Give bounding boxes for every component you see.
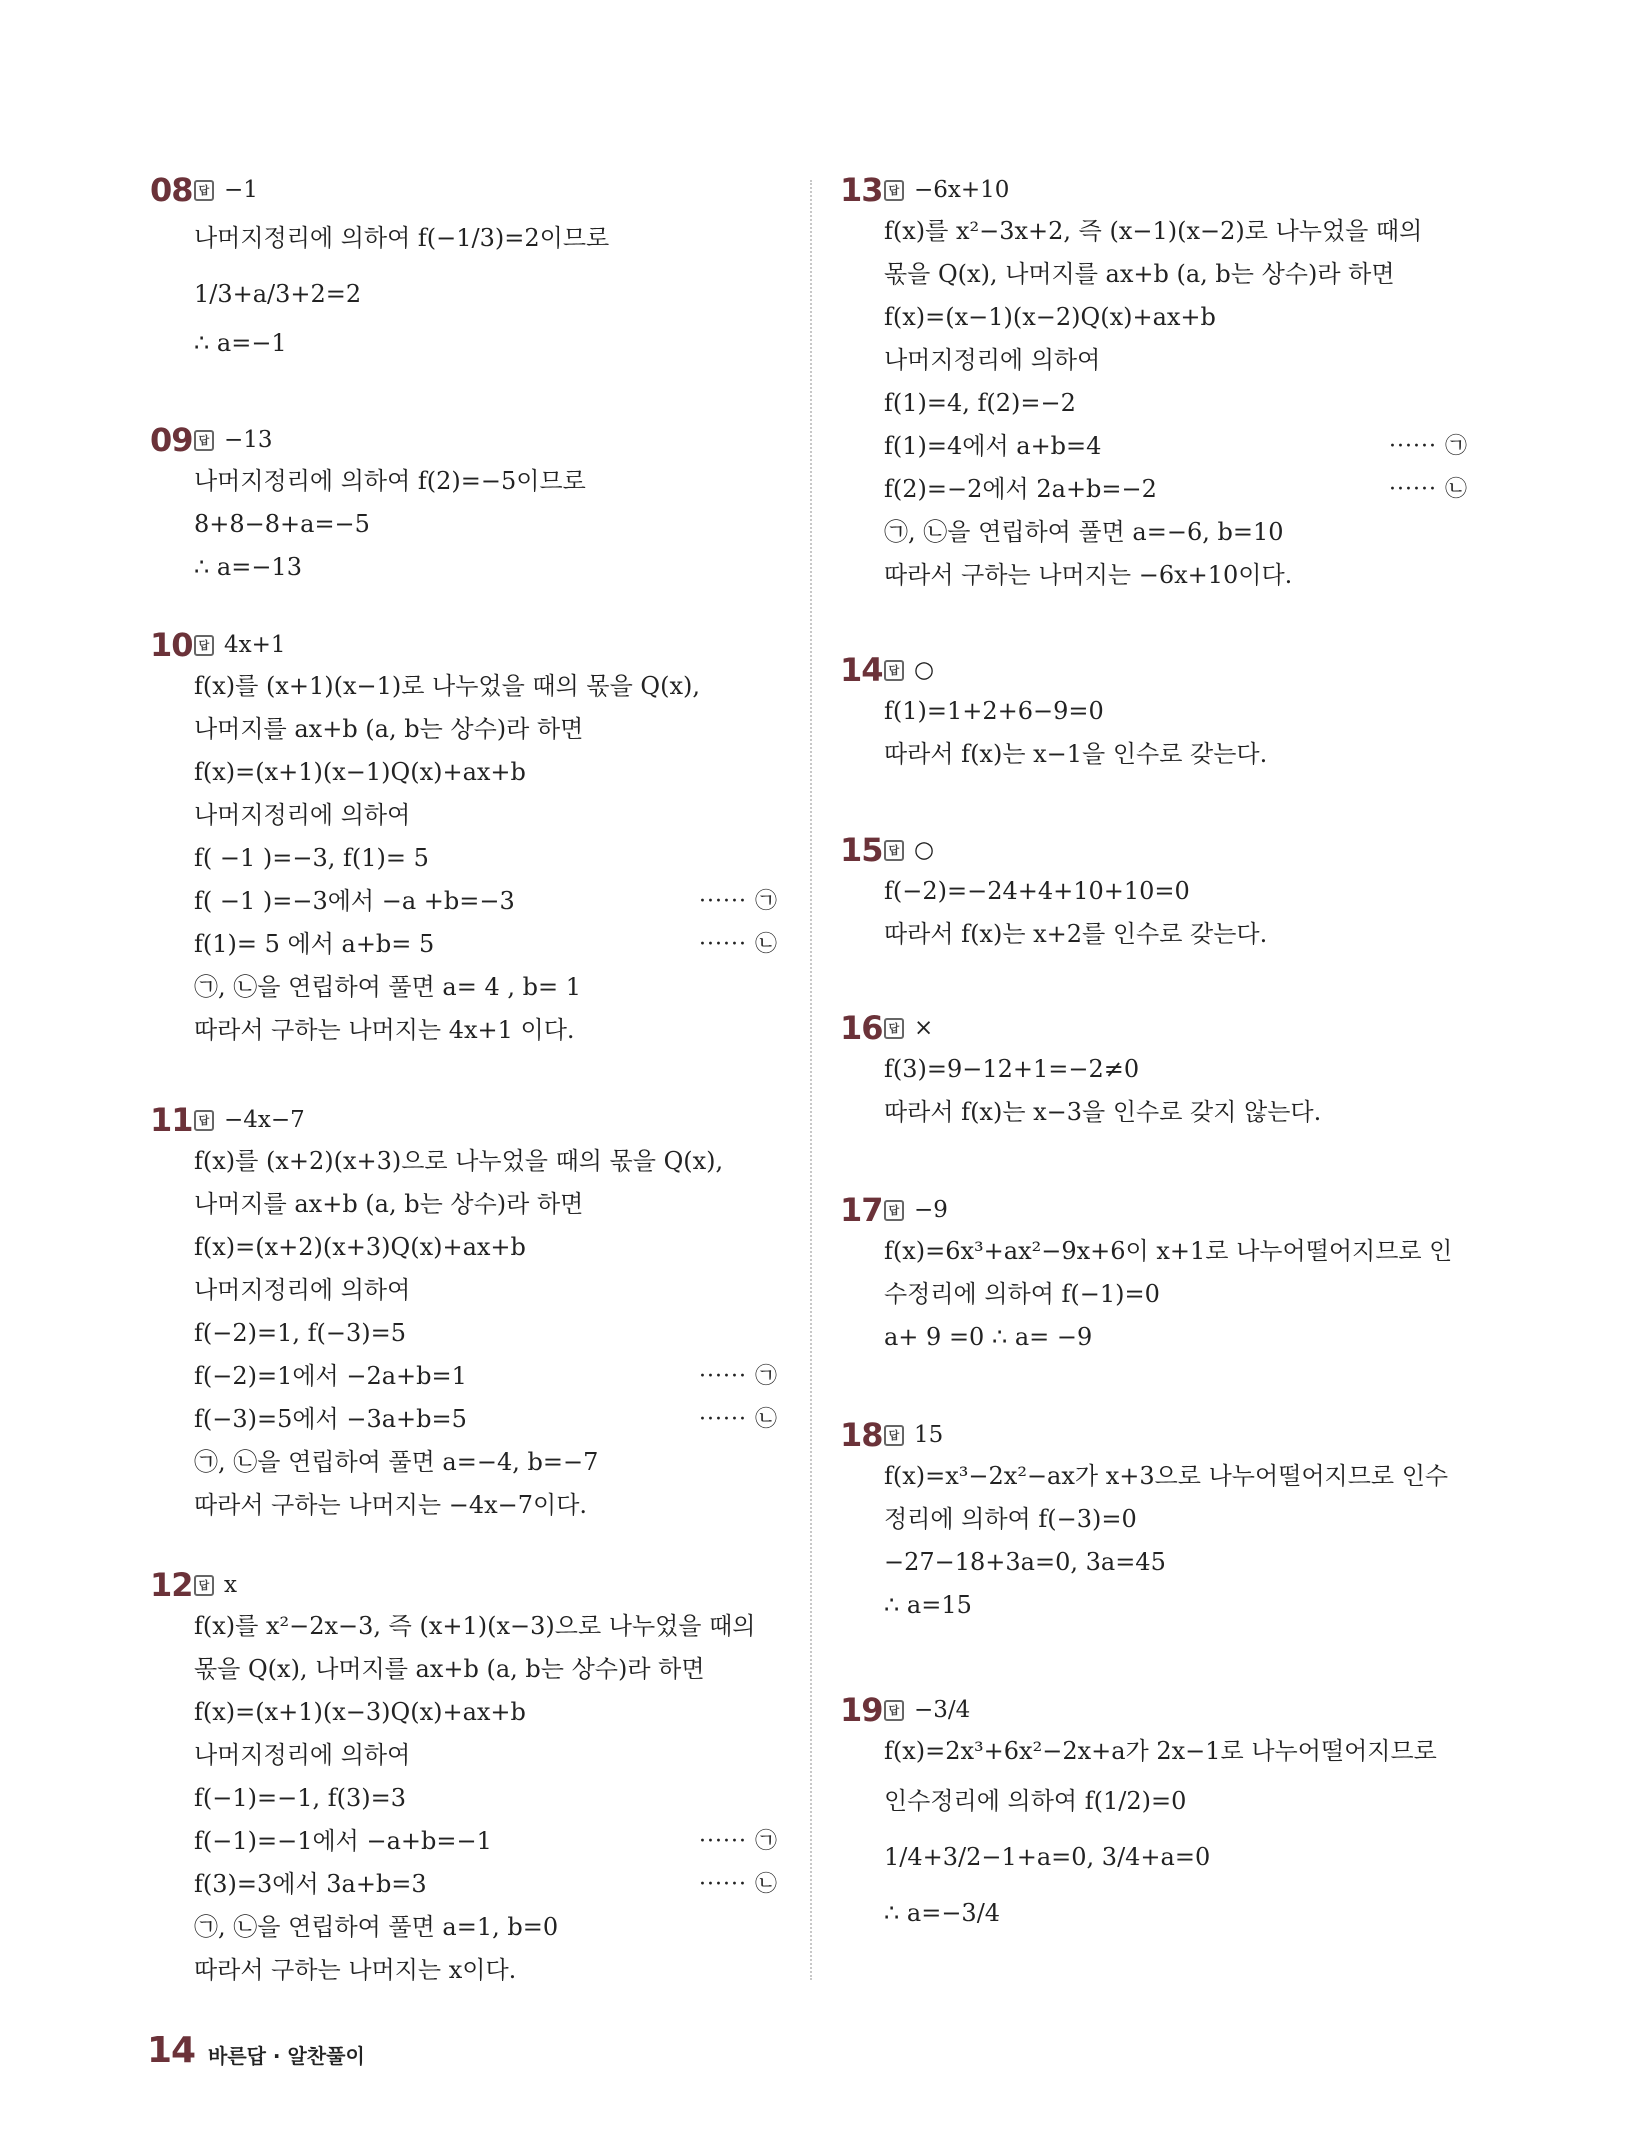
answer-badge-icon: 답 (884, 840, 904, 861)
answer-badge-icon: 답 (194, 1110, 214, 1131)
solution-line: 나머지정리에 의하여 f(2)=−5이므로 (194, 467, 586, 495)
solution-line: 나머지를 ax+b (a, b는 상수)라 하면 (194, 1190, 584, 1218)
solution-line: 따라서 f(x)는 x−1을 인수로 갖는다. (884, 740, 1268, 768)
solution-line: f(x)=2x³+6x²−2x+a가 2x−1로 나누어떨어지므로 (884, 1737, 1437, 1765)
answer: ○ (914, 657, 935, 683)
solution-line: f(x)=(x−1)(x−2)Q(x)+ax+b (884, 303, 1216, 331)
solution-line: f(2)=−2에서 2a+b=−2 ······ ㉡ (884, 468, 1480, 511)
solution-line: 따라서 구하는 나머지는 x이다. (194, 1956, 517, 1984)
solution-line: f(1)=4, f(2)=−2 (884, 389, 1076, 417)
problem-number: 19 (840, 1691, 883, 1729)
solution-line: 나머지정리에 의하여 (194, 1741, 411, 1769)
answer-badge-icon: 답 (884, 660, 904, 681)
problem-11 (150, 1100, 790, 1527)
problem-number: 10 (150, 626, 193, 664)
answer-badge-icon: 답 (194, 430, 214, 451)
problem-14 (840, 650, 1480, 776)
solution-line: f(−3)=5에서 −3a+b=5 ······ ㉡ (194, 1398, 790, 1441)
solution-line: f(x)=(x+2)(x+3)Q(x)+ax+b (194, 1233, 526, 1261)
solution-line: f(x)=(x+1)(x−3)Q(x)+ax+b (194, 1698, 526, 1726)
answer-badge-icon: 답 (884, 180, 904, 201)
solution-line: f(−2)=−24+4+10+10=0 (884, 877, 1190, 905)
answer: −13 (224, 427, 273, 453)
answer: × (914, 1015, 934, 1041)
problem-number: 11 (150, 1101, 193, 1139)
solution-line: 수정리에 의하여 f(−1)=0 (884, 1280, 1160, 1308)
solution-line: 1/4+3/2−1+a=0, 3/4+a=0 (884, 1843, 1211, 1871)
answer: −3/4 (914, 1697, 971, 1723)
problem-13 (840, 170, 1480, 597)
solution-line: ∴ a=15 (884, 1591, 972, 1619)
equation-marker: ······ ㉡ (699, 1407, 778, 1432)
problem-number: 18 (840, 1416, 883, 1454)
problem-number: 14 (840, 651, 883, 689)
solution-line: 나머지정리에 의하여 (884, 346, 1101, 374)
book-title: 바른답 · 알찬풀이 (208, 2044, 365, 2068)
solution-line: ∴ a=−1 (194, 329, 287, 357)
problem-10 (150, 625, 790, 1052)
problem-number: 13 (840, 171, 883, 209)
solution-line: ㉠, ㉡을 연립하여 풀면 a=1, b=0 (194, 1913, 559, 1941)
problem-number: 16 (840, 1009, 883, 1047)
answer: −4x−7 (224, 1107, 305, 1133)
solution-line: −27−18+3a=0, 3a=45 (884, 1548, 1166, 1576)
solution-line: 따라서 f(x)는 x+2를 인수로 갖는다. (884, 920, 1268, 948)
answer-badge-icon: 답 (194, 180, 214, 201)
solution-line: ∴ a=−3/4 (884, 1899, 1001, 1927)
equation-marker: ······ ㉡ (699, 932, 778, 957)
problem-12 (150, 1565, 790, 1992)
solution-line: 8+8−8+a=−5 (194, 510, 370, 538)
problem-number: 15 (840, 831, 883, 869)
solution-line: f(x)를 (x+2)(x+3)으로 나누었을 때의 몫을 Q(x), (194, 1147, 724, 1175)
equation-marker: ······ ㉠ (1389, 434, 1468, 459)
solution-line: f(1)= 5 에서 a+b= 5 ······ ㉡ (194, 923, 790, 966)
solution-line: 정리에 의하여 f(−3)=0 (884, 1505, 1137, 1533)
answer-badge-icon: 답 (194, 1575, 214, 1596)
problem-16 (840, 1008, 1480, 1134)
equation-marker: ······ ㉠ (699, 1829, 778, 1854)
equation-marker: ······ ㉠ (699, 1364, 778, 1389)
problem-number: 17 (840, 1191, 883, 1229)
solution-line: 1/3+a/3+2=2 (194, 280, 362, 308)
solution-line: f(1)=4에서 a+b=4 ······ ㉠ (884, 425, 1480, 468)
solution-line: f(−1)=−1, f(3)=3 (194, 1784, 406, 1812)
problem-19 (840, 1690, 1480, 1941)
solution-line: f(−2)=1에서 −2a+b=1 ······ ㉠ (194, 1355, 790, 1398)
answer: −6x+10 (914, 177, 1010, 203)
solution-line: 나머지를 ax+b (a, b는 상수)라 하면 (194, 715, 584, 743)
solution-line: 몫을 Q(x), 나머지를 ax+b (a, b는 상수)라 하면 (194, 1655, 705, 1683)
solution-line: 나머지정리에 의하여 (194, 801, 411, 829)
solution-line: 따라서 f(x)는 x−3을 인수로 갖지 않는다. (884, 1098, 1322, 1126)
solution-line: a+ 9 =0 ∴ a= −9 (884, 1323, 1093, 1351)
problem-18 (840, 1415, 1480, 1627)
solution-line: f(x)=6x³+ax²−9x+6이 x+1로 나누어떨어지므로 인 (884, 1237, 1453, 1265)
solution-line: f(−1)=−1에서 −a+b=−1 ······ ㉠ (194, 1820, 790, 1863)
answer-badge-icon: 답 (884, 1200, 904, 1221)
equation-marker: ······ ㉡ (699, 1872, 778, 1897)
problem-17 (840, 1190, 1480, 1359)
solution-line: 몫을 Q(x), 나머지를 ax+b (a, b는 상수)라 하면 (884, 260, 1395, 288)
answer: 4x+1 (224, 632, 286, 658)
solution-line: f(x)=x³−2x²−ax가 x+3으로 나누어떨어지므로 인수 (884, 1462, 1449, 1490)
answer: ○ (914, 837, 935, 863)
page-number: 14 (147, 2030, 196, 2071)
solution-line: 인수정리에 의하여 f(1/2)=0 (884, 1787, 1187, 1815)
answer-badge-icon: 답 (194, 635, 214, 656)
solution-line: 따라서 구하는 나머지는 4x+1 이다. (194, 1016, 575, 1044)
answer: x (224, 1572, 237, 1598)
solution-line: f( −1 )=−3에서 −a +b=−3 ······ ㉠ (194, 880, 790, 923)
solution-line: f(1)=1+2+6−9=0 (884, 697, 1104, 725)
problem-15 (840, 830, 1480, 956)
problem-number: 09 (150, 421, 193, 459)
solution-line: 따라서 구하는 나머지는 −4x−7이다. (194, 1491, 588, 1519)
answer-badge-icon: 답 (884, 1700, 904, 1721)
answer-badge-icon: 답 (884, 1018, 904, 1039)
solution-line: f(x)=(x+1)(x−1)Q(x)+ax+b (194, 758, 526, 786)
problem-08 (150, 170, 790, 365)
solution-line: f(x)를 (x+1)(x−1)로 나누었을 때의 몫을 Q(x), (194, 672, 700, 700)
solution-line: ㉠, ㉡을 연립하여 풀면 a= 4 , b= 1 (194, 973, 582, 1001)
solution-line: ㉠, ㉡을 연립하여 풀면 a=−4, b=−7 (194, 1448, 599, 1476)
equation-marker: ······ ㉡ (1389, 477, 1468, 502)
problem-09 (150, 420, 790, 589)
solution-line: f(−2)=1, f(−3)=5 (194, 1319, 406, 1347)
solution-line: ∴ a=−13 (194, 553, 302, 581)
answer: −1 (224, 177, 258, 203)
problem-number: 12 (150, 1566, 193, 1604)
solution-line: f( −1 )=−3, f(1)= 5 (194, 844, 429, 872)
solution-line: f(x)를 x²−3x+2, 즉 (x−1)(x−2)로 나누었을 때의 (884, 217, 1423, 245)
solution-line: 나머지정리에 의하여 f(−1/3)=2이므로 (194, 224, 610, 252)
solution-line: f(x)를 x²−2x−3, 즉 (x+1)(x−3)으로 나누었을 때의 (194, 1612, 756, 1640)
column-divider (810, 180, 812, 1980)
equation-marker: ······ ㉠ (699, 889, 778, 914)
solution-line: f(3)=3에서 3a+b=3 ······ ㉡ (194, 1863, 790, 1906)
solution-line: f(3)=9−12+1=−2≠0 (884, 1055, 1140, 1083)
solution-line: 따라서 구하는 나머지는 −6x+10이다. (884, 561, 1293, 589)
solution-line: 나머지정리에 의하여 (194, 1276, 411, 1304)
answer: 15 (914, 1422, 944, 1448)
solution-line: ㉠, ㉡을 연립하여 풀면 a=−6, b=10 (884, 518, 1284, 546)
answer: −9 (914, 1197, 948, 1223)
problem-number: 08 (150, 171, 193, 209)
answer-badge-icon: 답 (884, 1425, 904, 1446)
